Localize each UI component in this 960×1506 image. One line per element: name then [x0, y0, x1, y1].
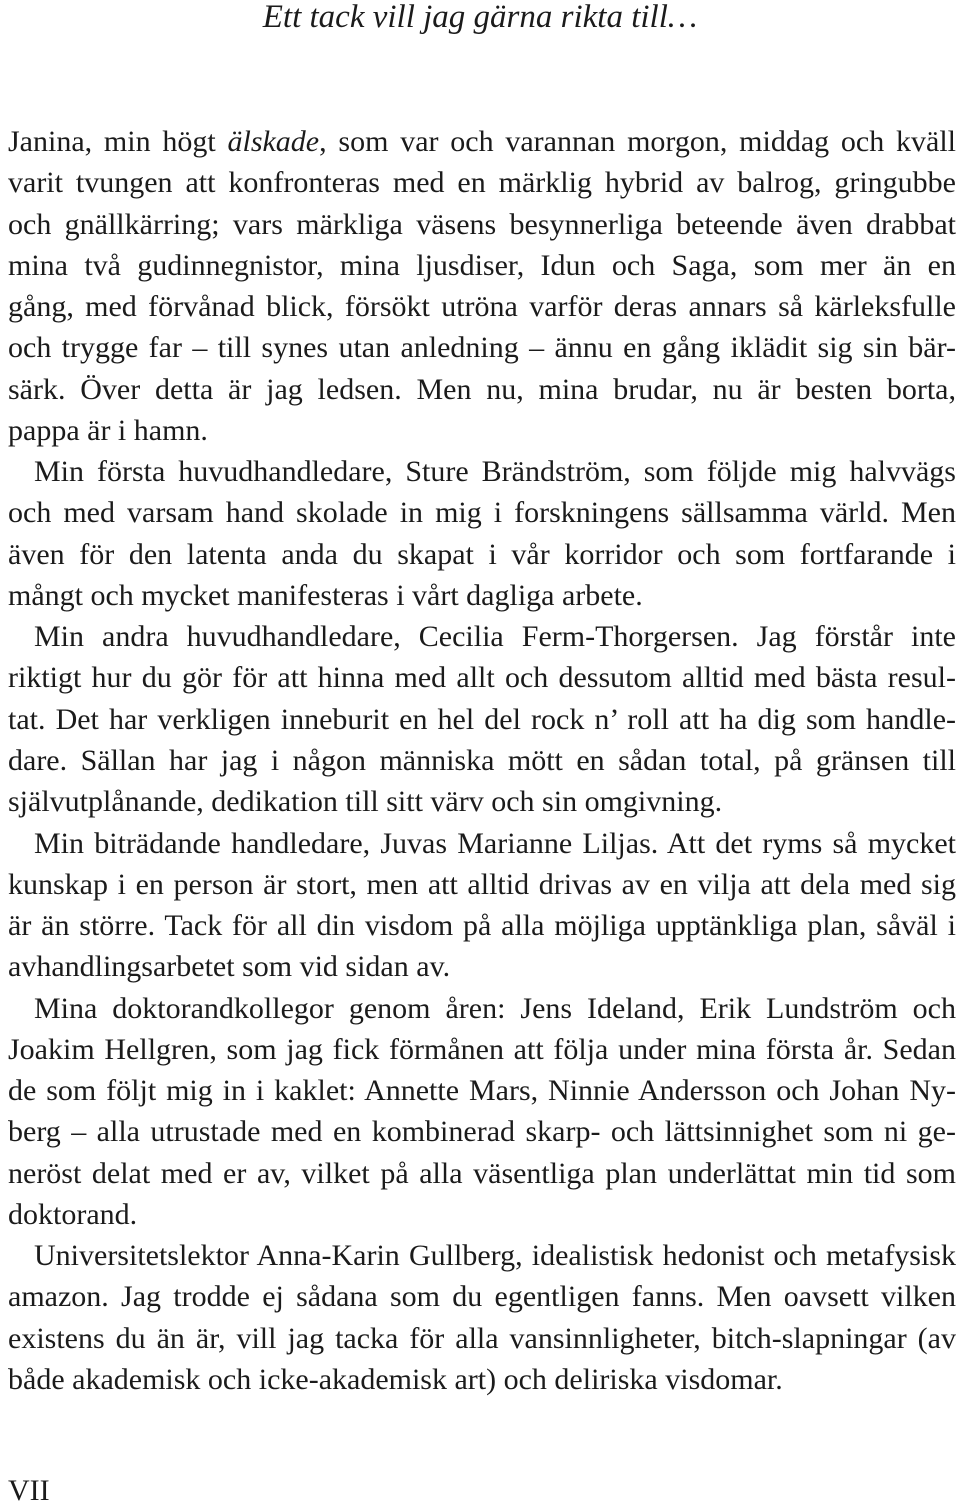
text-line: dare. Sällan har jag i någon människa mött en sådan total, på gränsen till — [8, 743, 956, 777]
text-line: berg – alla utrustade med en kombinerad skarp- och lättsinnighet som ni ge- — [8, 1115, 956, 1149]
paragraph — [8, 121, 956, 451]
paragraph — [8, 451, 956, 616]
text-line: självutplånande, dedikation till sitt värv och sin omgivning. — [8, 785, 723, 819]
text-line: Min biträdande handledare, Juvas Marianne Liljas. Att det ryms så mycket — [34, 826, 956, 860]
text-line: neröst delat med er av, vilket på alla väsentliga plan underlättat min tid som — [8, 1156, 956, 1190]
text-line: Mina doktorandkollegor genom åren: Jens Ideland, Erik Lundström och — [34, 991, 956, 1025]
text-line: amazon. Jag trodde ej sådana som du egentligen fanns. Men oavsett vilken — [8, 1280, 956, 1314]
section-heading: Ett tack vill jag gärna rikta till… — [262, 0, 698, 35]
text-line: Min första huvudhandledare, Sture Brändström, som följde mig halvvägs — [34, 455, 956, 489]
page-number: VII — [8, 1474, 50, 1506]
text-line: Joakim Hellgren, som jag fick förmånen att följa under mina första år. Sedan — [8, 1032, 956, 1066]
text-line: kunskap i en person är stort, men att alltid drivas av en vilja att dela med sig — [8, 867, 956, 901]
text-line: särk. Över detta är jag ledsen. Men nu, mina brudar, nu är besten borta, — [8, 372, 956, 406]
text-line: existens du än är, vill jag tacka för alla vansinnligheter, bitch-slapningar (av — [8, 1321, 956, 1355]
text-line: och gnällkärring; vars märkliga väsens besynnerliga beteende även drabbat — [8, 207, 956, 241]
text-line: mina två gudinnegnistor, mina ljusdiser, Idun och Saga, som mer än en — [8, 248, 956, 282]
text-line: tat. Det har verkligen inneburit en hel del rock n’ roll att ha dig som handle- — [8, 702, 956, 736]
paragraph — [8, 616, 956, 822]
text-line: både akademisk och icke-akademisk art) och deliriska visdomar. — [8, 1362, 783, 1396]
body-text — [8, 121, 956, 1400]
text-line: är än större. Tack för all din visdom på alla möjliga upptänkliga plan, såväl i — [8, 909, 956, 943]
text-segment: Janina, min högt — [8, 125, 228, 158]
text-line: Min andra huvudhandledare, Cecilia Ferm-Thorgersen. Jag förstår inte — [34, 620, 956, 654]
text-segment: , som var och varannan morgon, middag och kväll — [319, 125, 956, 158]
text-line: mångt och mycket manifesteras i vårt dagliga arbete. — [8, 578, 643, 612]
paragraph — [8, 1235, 956, 1400]
text-line: även för den latenta anda du skapat i vår korridor och som fortfarande i — [8, 537, 956, 571]
text-line: pappa är i hamn. — [8, 413, 208, 447]
text-line: doktorand. — [8, 1197, 138, 1231]
paragraph — [8, 823, 956, 988]
paragraph — [8, 988, 956, 1236]
text-line — [8, 121, 956, 162]
text-line: varit tvungen att konfronteras med en märklig hybrid av balrog, gringubbe — [8, 166, 956, 200]
text-line: riktigt hur du gör för att hinna med allt och dessutom alltid med bästa resul- — [8, 661, 956, 695]
text-line: gång, med förvånad blick, försökt utröna varför deras annars så kärleksfulle — [8, 290, 956, 324]
text-line: och med varsam hand skolade in mig i forskningens sällsamma värld. Men — [8, 496, 956, 530]
text-line: de som följt mig in i kaklet: Annette Mars, Ninnie Andersson och Johan Ny- — [8, 1074, 956, 1108]
text-line: Universitetslektor Anna-Karin Gullberg, idealistisk hedonist och metafysisk — [34, 1239, 956, 1273]
text-line: avhandlingsarbetet som vid sidan av. — [8, 950, 451, 984]
text-line: och trygge far – till synes utan anledning – ännu en gång iklädit sig sin bär- — [8, 331, 956, 365]
emphasized-word: älskade — [227, 125, 320, 158]
